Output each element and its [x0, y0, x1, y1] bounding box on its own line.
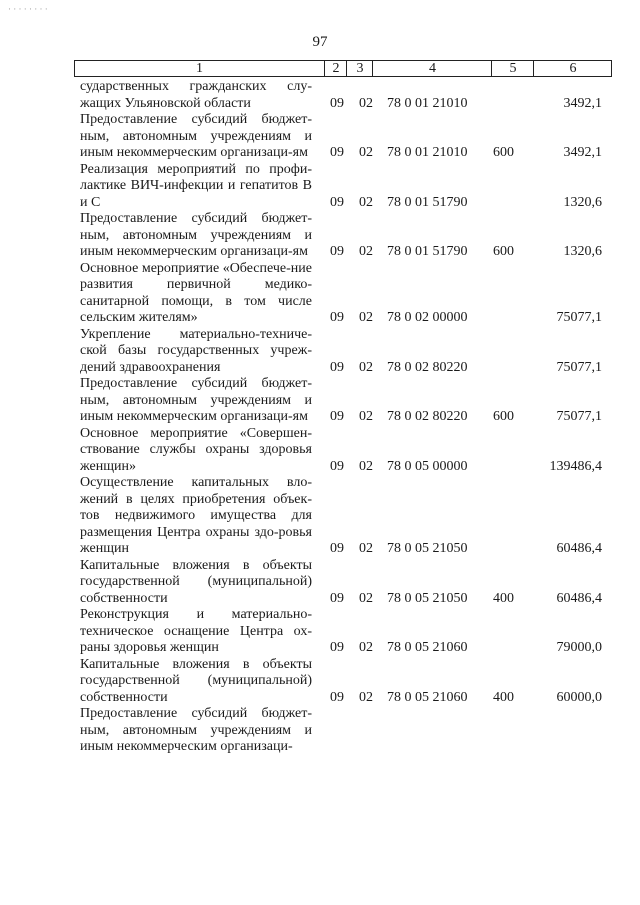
row-section: 09	[330, 310, 344, 325]
row-target-code: 78 0 02 80220	[387, 409, 468, 424]
row-section: 09	[330, 458, 344, 474]
row-target-code: 78 0 01 21010	[387, 145, 468, 160]
row-subsection: 02	[359, 640, 373, 655]
table-row	[80, 706, 620, 756]
row-section: 09	[330, 145, 344, 160]
row-description: Предоставление субсидий бюджет-ным, автономным учреждениям и иным некоммерческим организаци-ям	[80, 112, 312, 160]
row-target-code: 78 0 01 51790	[387, 244, 468, 259]
row-subsection: 02	[359, 145, 373, 160]
row-expense-type: 400	[493, 689, 514, 705]
header-col-5: 5	[491, 61, 534, 76]
budget-table-body	[80, 79, 620, 756]
row-amount: 75077,1	[556, 359, 602, 375]
row-target-code: 78 0 05 21060	[387, 689, 468, 705]
row-target-code: 78 0 01 51790	[387, 194, 468, 210]
scan-artifact: · · · · · · · ·	[8, 4, 48, 14]
row-amount: 60000,0	[556, 689, 602, 705]
row-description: Реконструкция и материально-техническое оснащение Центра ох-раны здоровья женщин	[80, 607, 312, 655]
row-subsection: 02	[359, 458, 373, 474]
table-header	[74, 60, 612, 77]
table-row	[80, 211, 620, 261]
table-row	[80, 327, 620, 377]
row-section: 09	[330, 689, 344, 705]
row-description: Осуществление капитальных вло-жений в целях приобретения объек-тов недвижимого имущества для размещения Центра охраны здо-ровья женщин	[80, 475, 312, 556]
header-col-6: 6	[533, 61, 612, 76]
row-description: Предоставление субсидий бюджет-ным, автономным учреждениям и иным некоммерческим организаци-	[80, 706, 312, 754]
row-target-code: 78 0 05 00000	[387, 458, 468, 474]
row-amount: 1320,6	[563, 194, 602, 210]
row-amount: 60486,4	[556, 541, 602, 556]
row-subsection: 02	[359, 359, 373, 375]
row-description: Предоставление субсидий бюджет-ным, автономным учреждениям и иным некоммерческим организаци-ям	[80, 211, 312, 259]
table-row	[80, 162, 620, 212]
row-description: Основное мероприятие «Обеспече-ние развития первичной медико-санитарной помощи, в том числе сельским жителям»	[80, 260, 312, 325]
table-row	[80, 79, 620, 112]
row-target-code: 78 0 05 21050	[387, 541, 468, 556]
row-subsection: 02	[359, 541, 373, 556]
row-expense-type: 600	[493, 409, 514, 424]
row-amount: 3492,1	[563, 145, 602, 160]
row-expense-type: 600	[493, 244, 514, 259]
row-amount: 139486,4	[549, 458, 602, 474]
table-row	[80, 475, 620, 558]
row-description: сударственных гражданских слу-жащих Ульяновской области	[80, 79, 312, 111]
row-section: 09	[330, 590, 344, 606]
header-col-3: 3	[346, 61, 373, 76]
row-amount: 75077,1	[556, 409, 602, 424]
row-subsection: 02	[359, 409, 373, 424]
row-amount: 79000,0	[556, 640, 602, 655]
row-amount: 3492,1	[563, 95, 602, 111]
row-subsection: 02	[359, 310, 373, 325]
row-subsection: 02	[359, 194, 373, 210]
row-description: Реализация мероприятий по профи-лактике ВИЧ-инфекции и гепатитов В и С	[80, 161, 312, 210]
row-section: 09	[330, 541, 344, 556]
table-row	[80, 558, 620, 608]
row-section: 09	[330, 640, 344, 655]
row-description: Укрепление материально-техниче-ской базы государственных учреж-дений здравоохранения	[80, 326, 312, 375]
row-expense-type: 400	[493, 590, 514, 606]
row-section: 09	[330, 95, 344, 111]
row-description: Предоставление субсидий бюджет-ным, автономным учреждениям и иным некоммерческим организаци-ям	[80, 376, 312, 424]
row-subsection: 02	[359, 689, 373, 705]
row-section: 09	[330, 244, 344, 259]
header-col-4: 4	[372, 61, 492, 76]
table-row	[80, 426, 620, 476]
row-description: Основное мероприятие «Совершен-ствование службы охраны здоровья женщин»	[80, 425, 312, 474]
row-target-code: 78 0 02 00000	[387, 310, 468, 325]
row-section: 09	[330, 359, 344, 375]
row-amount: 75077,1	[556, 310, 602, 325]
row-amount: 1320,6	[563, 244, 602, 259]
header-col-1: 1	[196, 61, 203, 76]
row-section: 09	[330, 409, 344, 424]
row-subsection: 02	[359, 244, 373, 259]
row-description: Капитальные вложения в объекты государственной (муниципальной) собственности	[80, 557, 312, 606]
table-row	[80, 607, 620, 657]
row-target-code: 78 0 01 21010	[387, 95, 468, 111]
table-row	[80, 376, 620, 426]
row-target-code: 78 0 05 21050	[387, 590, 468, 606]
row-subsection: 02	[359, 95, 373, 111]
row-target-code: 78 0 02 80220	[387, 359, 468, 375]
row-section: 09	[330, 194, 344, 210]
row-expense-type: 600	[493, 145, 514, 160]
table-row	[80, 261, 620, 327]
row-subsection: 02	[359, 590, 373, 606]
table-row	[80, 112, 620, 162]
header-col-2: 2	[324, 61, 347, 76]
page-number: 97	[312, 34, 328, 50]
table-row	[80, 657, 620, 707]
row-description: Капитальные вложения в объекты государственной (муниципальной) собственности	[80, 656, 312, 705]
row-amount: 60486,4	[556, 590, 602, 606]
row-target-code: 78 0 05 21060	[387, 640, 468, 655]
